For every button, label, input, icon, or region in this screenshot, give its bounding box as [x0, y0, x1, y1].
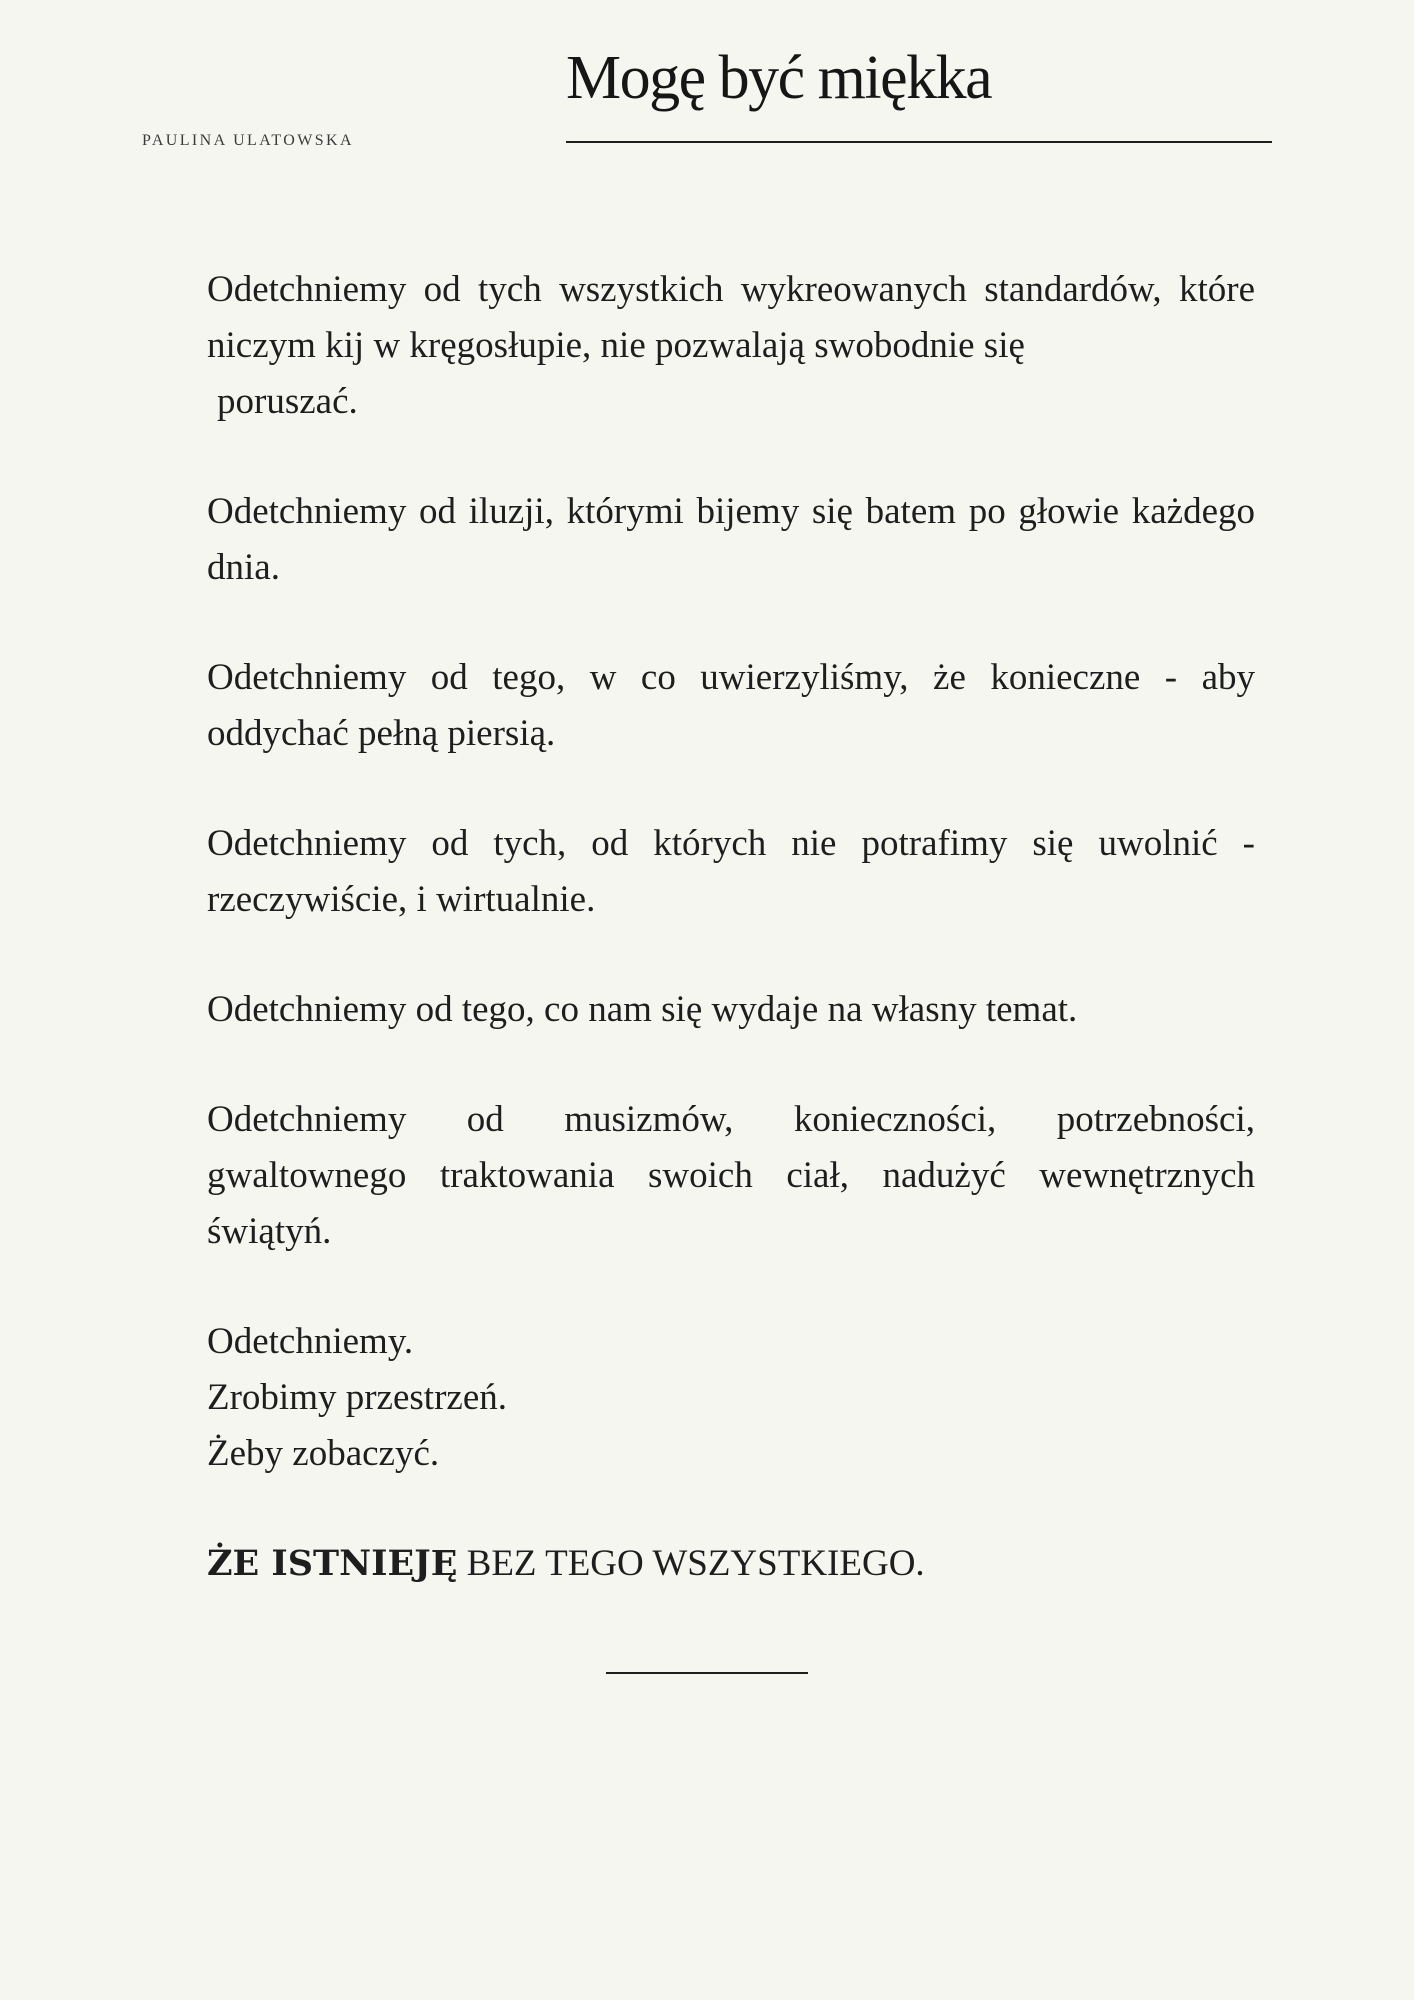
paragraph-4: Odetchniemy od tych, od których nie potrafimy się uwolnić - rzeczywiście, i wirtualnie. — [207, 823, 1255, 920]
paragraph-5: Odetchniemy od tego, co nam się wydaje na własny temat. — [207, 989, 1078, 1030]
paragraph-7-line-1: Odetchniemy. — [207, 1321, 414, 1362]
closing-divider — [606, 1672, 808, 1674]
paragraph-7 — [207, 1314, 1255, 1482]
paragraph-1-text: Odetchniemy od tych wszystkich wykreowanych standardów, które niczym kij w kręgosłupie, nie pozwalają swobodnie się — [207, 269, 1255, 366]
final-statement — [207, 1536, 1255, 1592]
paragraph-1 — [207, 262, 1255, 430]
paragraph-7-line-2: Zrobimy przestrzeń. — [207, 1377, 507, 1418]
paragraph-3: Odetchniemy od tego, w co uwierzyliśmy, że konieczne - aby oddychać pełną piersią. — [207, 657, 1255, 754]
document-title: Mogę być miękka — [566, 44, 992, 112]
final-statement-emphasis: ŻE ISTNIEJĘ — [207, 1543, 458, 1584]
final-statement-rest: BEZ TEGO WSZYSTKIEGO. — [457, 1543, 925, 1584]
poem-body — [207, 262, 1255, 1646]
paragraph-2: Odetchniemy od iluzji, którymi bijemy się batem po głowie każdego dnia. — [207, 491, 1255, 588]
paragraph-6: Odetchniemy od musizmów, konieczności, potrzebności, gwaltownego traktowania swoich ciał, nadużyć wewnętrznych świątyń. — [207, 1099, 1255, 1252]
title-underline — [566, 141, 1272, 143]
author-name: PAULINA ULATOWSKA — [142, 132, 354, 149]
paragraph-1-last-line: poruszać. — [217, 381, 358, 422]
paragraph-7-line-3: Żeby zobaczyć. — [207, 1433, 440, 1474]
